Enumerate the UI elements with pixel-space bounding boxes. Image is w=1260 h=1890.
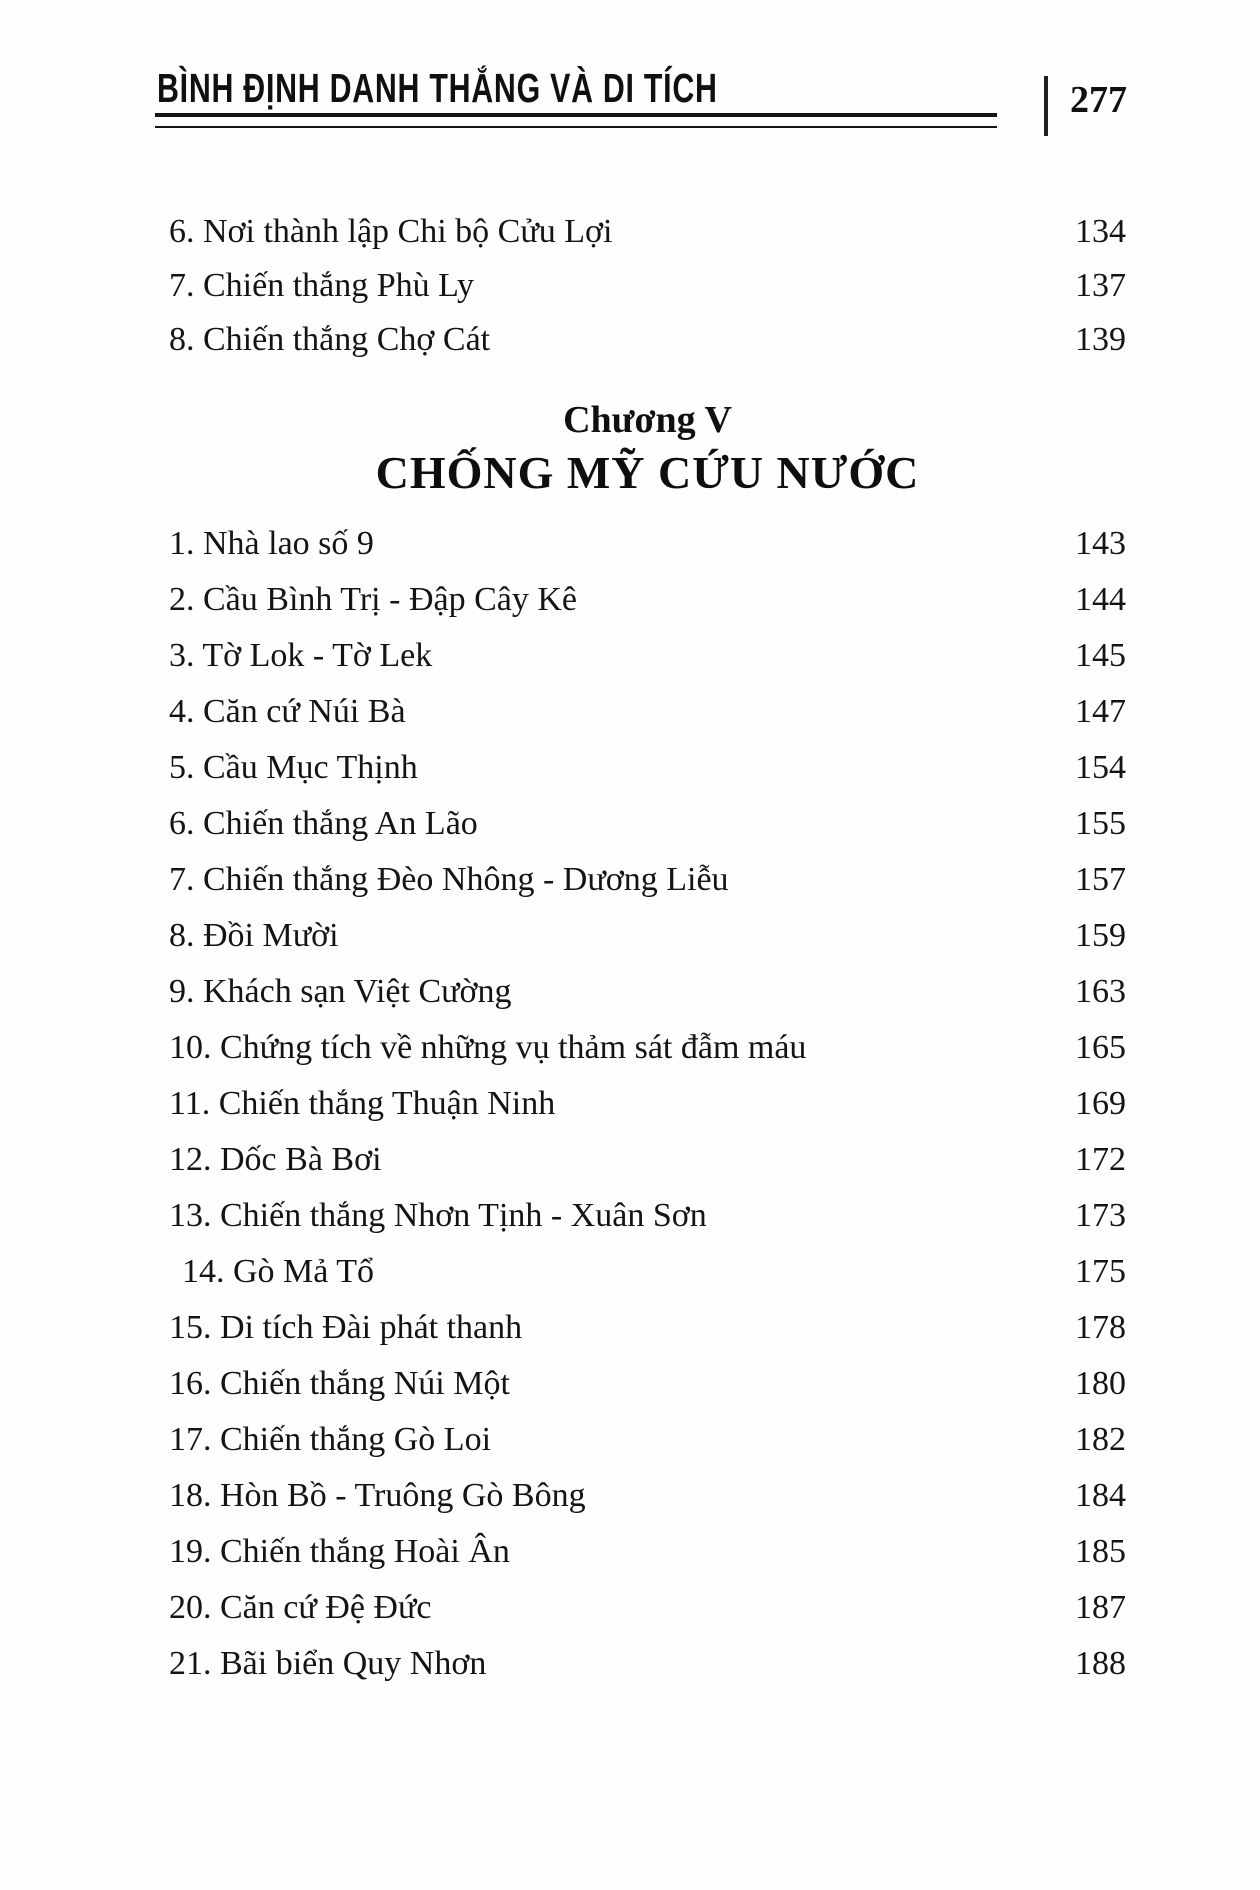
toc-entry xyxy=(169,1300,1126,1356)
toc-entry xyxy=(169,259,1126,313)
toc-entry-page-number: 165 xyxy=(1075,1029,1126,1066)
toc-entry-page-number: 147 xyxy=(1075,693,1126,730)
toc-entry-title: 21. Bãi biển Quy Nhơn xyxy=(169,1645,487,1682)
toc-entry-title: 12. Dốc Bà Bơi xyxy=(169,1141,382,1178)
toc-entry xyxy=(169,1412,1126,1468)
toc-entry-title: 16. Chiến thắng Núi Một xyxy=(169,1365,510,1402)
page-number: 277 xyxy=(1070,79,1127,121)
toc-entry xyxy=(169,1356,1126,1412)
toc-entry xyxy=(169,852,1126,908)
toc-entry-page-number: 173 xyxy=(1075,1197,1126,1234)
toc-entry-page-number: 159 xyxy=(1075,917,1126,954)
running-header-title: BÌNH ĐỊNH DANH THẮNG VÀ DI TÍCH xyxy=(157,65,718,111)
toc-entry-title: 3. Tờ Lok - Tờ Lek xyxy=(169,637,433,674)
toc-entry xyxy=(169,1132,1126,1188)
toc-entry-title: 6. Nơi thành lập Chi bộ Cửu Lợi xyxy=(169,213,613,250)
toc-entry xyxy=(169,1524,1126,1580)
toc-entry-page-number: 184 xyxy=(1075,1477,1126,1514)
toc-entry-title: 17. Chiến thắng Gò Loi xyxy=(169,1421,492,1458)
chapter-title: CHỐNG MỸ CỨU NƯỚC xyxy=(375,447,920,498)
toc-entry xyxy=(169,684,1126,740)
toc-entry xyxy=(169,205,1126,259)
toc-entry-title: 20. Căn cứ Đệ Đức xyxy=(169,1589,432,1626)
toc-previous-chapter-items xyxy=(169,205,1126,367)
toc-entry-title: 9. Khách sạn Việt Cường xyxy=(169,973,512,1010)
toc-entry xyxy=(169,1076,1126,1132)
toc-entry-page-number: 187 xyxy=(1075,1589,1126,1626)
toc-entry-page-number: 182 xyxy=(1075,1421,1126,1458)
toc-entry-page-number: 155 xyxy=(1075,805,1126,842)
toc-entry xyxy=(169,516,1126,572)
toc-entry xyxy=(169,628,1126,684)
toc-entry-title: 7. Chiến thắng Đèo Nhông - Dương Liễu xyxy=(169,861,729,898)
toc-entry xyxy=(169,1020,1126,1076)
toc-entry-page-number: 178 xyxy=(1075,1309,1126,1346)
toc-entry-page-number: 185 xyxy=(1075,1533,1126,1570)
header-rule xyxy=(155,113,997,128)
toc-entry-page-number: 143 xyxy=(1075,525,1126,562)
toc-entry-title: 11. Chiến thắng Thuận Ninh xyxy=(169,1085,556,1122)
toc-entry-title: 18. Hòn Bồ - Truông Gò Bông xyxy=(169,1477,586,1514)
toc-entry-page-number: 154 xyxy=(1075,749,1126,786)
header-divider-bar xyxy=(1044,76,1048,136)
toc-entry-title: 5. Cầu Mục Thịnh xyxy=(169,749,418,786)
toc-chapter-items xyxy=(169,516,1126,1692)
toc-entry xyxy=(169,1636,1126,1692)
toc-entry-page-number: 139 xyxy=(1075,321,1126,358)
toc-entry-page-number: 144 xyxy=(1075,581,1126,618)
toc-entry xyxy=(169,908,1126,964)
toc-entry xyxy=(169,1580,1126,1636)
toc-entry-title: 8. Đồi Mười xyxy=(169,917,339,954)
toc-entry xyxy=(169,796,1126,852)
toc-entry-title: 8. Chiến thắng Chợ Cát xyxy=(169,321,491,358)
toc-entry-title: 19. Chiến thắng Hoài Ân xyxy=(169,1533,510,1570)
toc-entry-title: 6. Chiến thắng An Lão xyxy=(169,805,478,842)
toc-entry-title: 10. Chứng tích về những vụ thảm sát đẫm máu xyxy=(169,1029,807,1066)
toc-entry-page-number: 175 xyxy=(1075,1253,1126,1290)
toc-entry-title: 15. Di tích Đài phát thanh xyxy=(169,1309,523,1346)
toc-entry xyxy=(169,1188,1126,1244)
toc-entry-title: 7. Chiến thắng Phù Ly xyxy=(169,267,475,304)
toc-entry-page-number: 180 xyxy=(1075,1365,1126,1402)
toc-entry-page-number: 145 xyxy=(1075,637,1126,674)
toc-entry-page-number: 169 xyxy=(1075,1085,1126,1122)
toc-entry-page-number: 188 xyxy=(1075,1645,1126,1682)
toc-entry-page-number: 172 xyxy=(1075,1141,1126,1178)
toc-entry-title: 13. Chiến thắng Nhơn Tịnh - Xuân Sơn xyxy=(169,1197,707,1234)
toc-entry-page-number: 134 xyxy=(1075,213,1126,250)
chapter-kicker: Chương V xyxy=(563,399,732,441)
toc-entry-title: 14. Gò Mả Tổ xyxy=(182,1253,375,1290)
toc-entry-title: 1. Nhà lao số 9 xyxy=(169,525,374,562)
toc-entry-title: 4. Căn cứ Núi Bà xyxy=(169,693,406,730)
toc-entry xyxy=(169,1244,1126,1300)
toc-entry xyxy=(169,964,1126,1020)
toc-entry-title: 2. Cầu Bình Trị - Đập Cây Kê xyxy=(169,581,577,618)
toc-entry-page-number: 163 xyxy=(1075,973,1126,1010)
toc-entry-page-number: 137 xyxy=(1075,267,1126,304)
toc-entry xyxy=(169,1468,1126,1524)
toc-entry-page-number: 157 xyxy=(1075,861,1126,898)
toc-entry xyxy=(169,740,1126,796)
toc-entry xyxy=(169,572,1126,628)
toc-entry xyxy=(169,313,1126,367)
